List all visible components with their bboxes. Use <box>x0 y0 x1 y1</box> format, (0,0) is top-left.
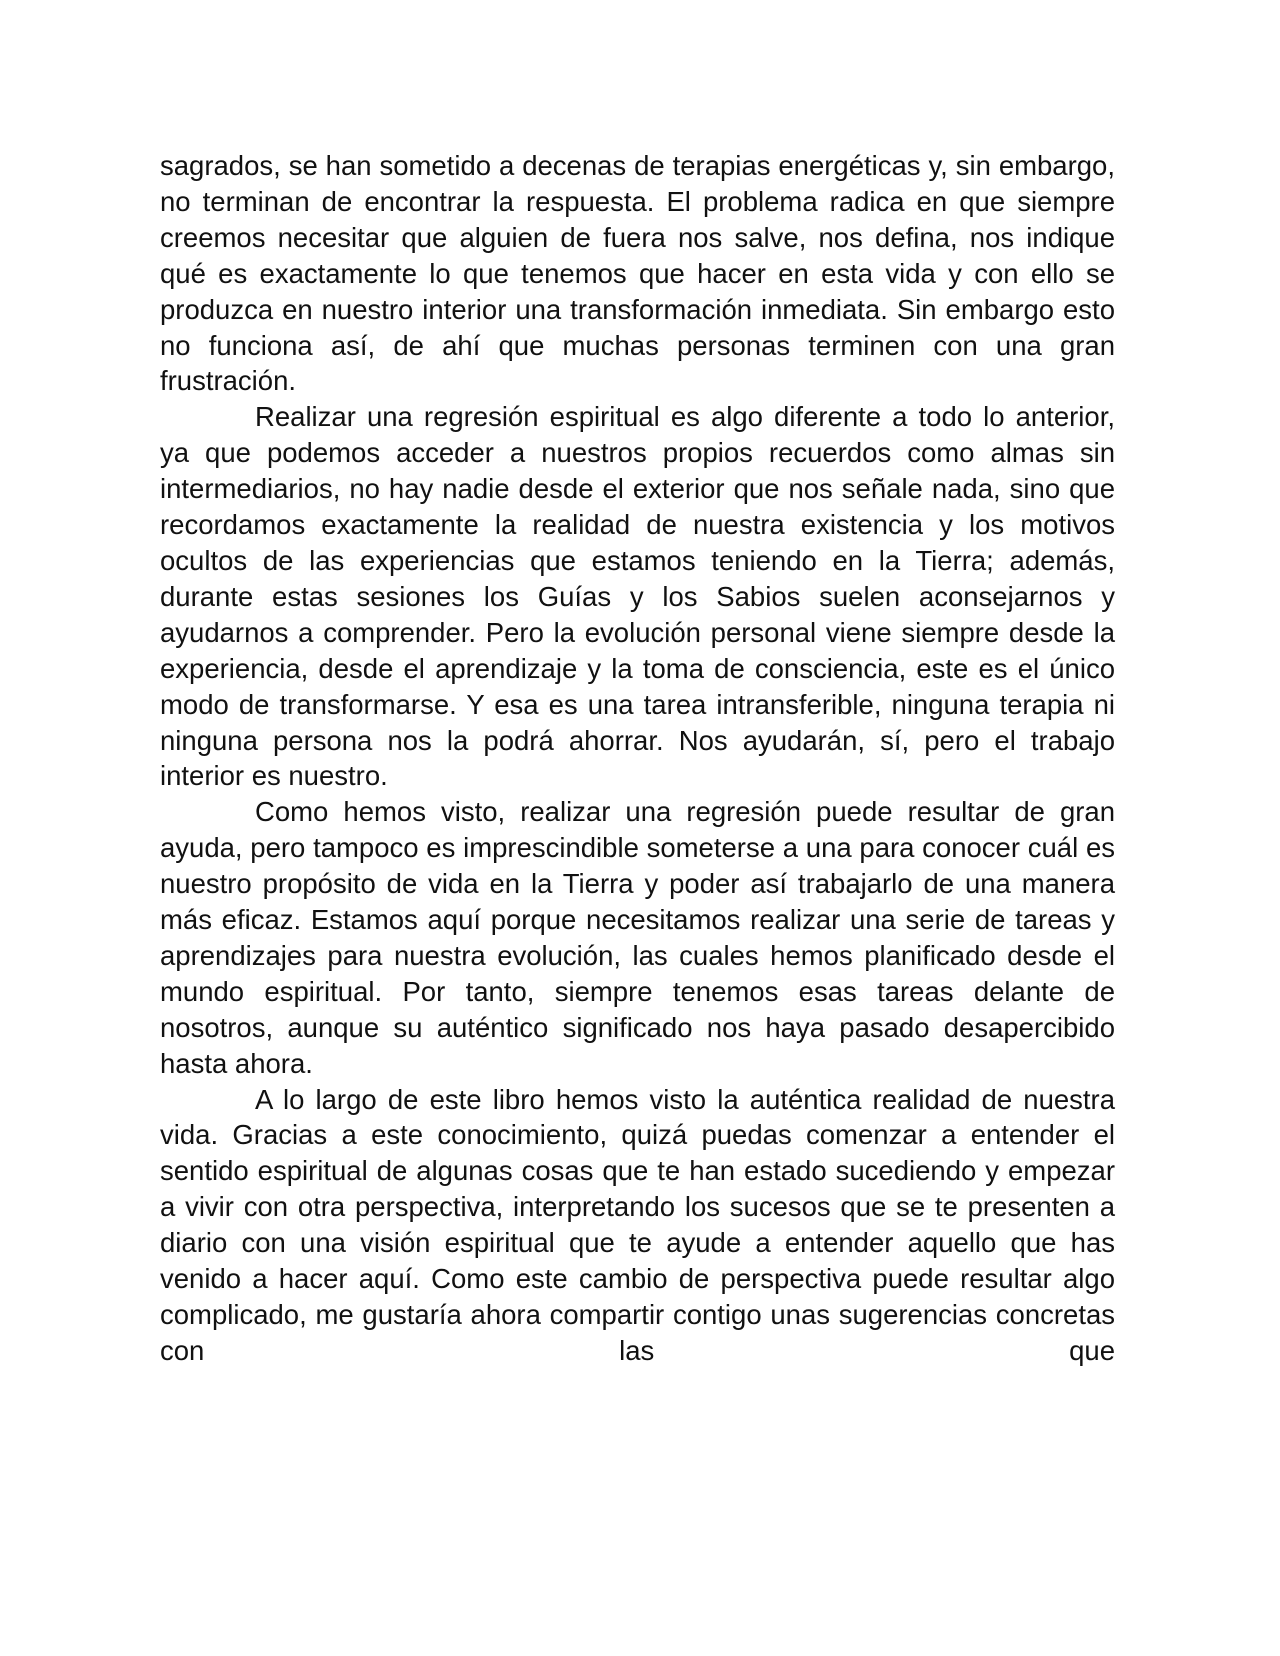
paragraph-life-purpose: Como hemos visto, realizar una regresión puede resultar de gran ayuda, pero tampoco es imprescindible someterse a una para conocer cuál es nuestro propósito de vida en la Tierra y poder así trabajarlo de una manera más eficaz. Estamos aquí porque necesitamos realizar una serie de tareas y aprendizajes para nuestra evolución, las cuales hemos planificado desde el mundo espiritual. Por tanto, siempre tenemos esas tareas delante de nosotros, aunque su auténtico significado nos haya pasado desapercibido hasta ahora. <box>160 796 1115 1079</box>
paragraph-continuation: sagrados, se han sometido a decenas de terapias energéticas y, sin embargo, no terminan de encontrar la respuesta. El problema radica en que siempre creemos necesitar que alguien de fuera nos salve, nos defina, nos indique qué es exactamente lo que tenemos que hacer en esta vida y con ello se produzca en nuestro interior una transformación inmediata. Sin embargo esto no funciona así, de ahí que muchas personas terminen con una gran frustración. <box>160 150 1115 397</box>
body-text <box>160 148 1115 1369</box>
paragraph-regression: Realizar una regresión espiritual es algo diferente a todo lo anterior, ya que podemos acceder a nuestros propios recuerdos como almas sin intermediarios, no hay nadie desde el exterior que nos señale nada, sino que recordamos exactamente la realidad de nuestra existencia y los motivos ocultos de las experiencias que estamos teniendo en la Tierra; además, durante estas sesiones los Guías y los Sabios suelen aconsejarnos y ayudarnos a comprender. Pero la evolución personal viene siempre desde la experiencia, desde el aprendizaje y la toma de consciencia, este es el único modo de transformarse. Y esa es una tarea intransferible, ninguna terapia ni ninguna persona nos la podrá ahorrar. Nos ayudarán, sí, pero el trabajo interior es nuestro. <box>160 401 1115 792</box>
paragraph-book-summary: A lo largo de este libro hemos visto la auténtica realidad de nuestra vida. Gracias a este conocimiento, quizá puedas comenzar a entender el sentido espiritual de algunas cosas que te han estado sucediendo y empezar a vivir con otra perspectiva, interpretando los sucesos que se te presenten a diario con una visión espiritual que te ayude a entender aquello que has venido a hacer aquí. Como este cambio de perspectiva puede resultar algo complicado, me gustaría ahora compartir contigo unas sugerencias concretas con las que <box>160 1083 1115 1366</box>
